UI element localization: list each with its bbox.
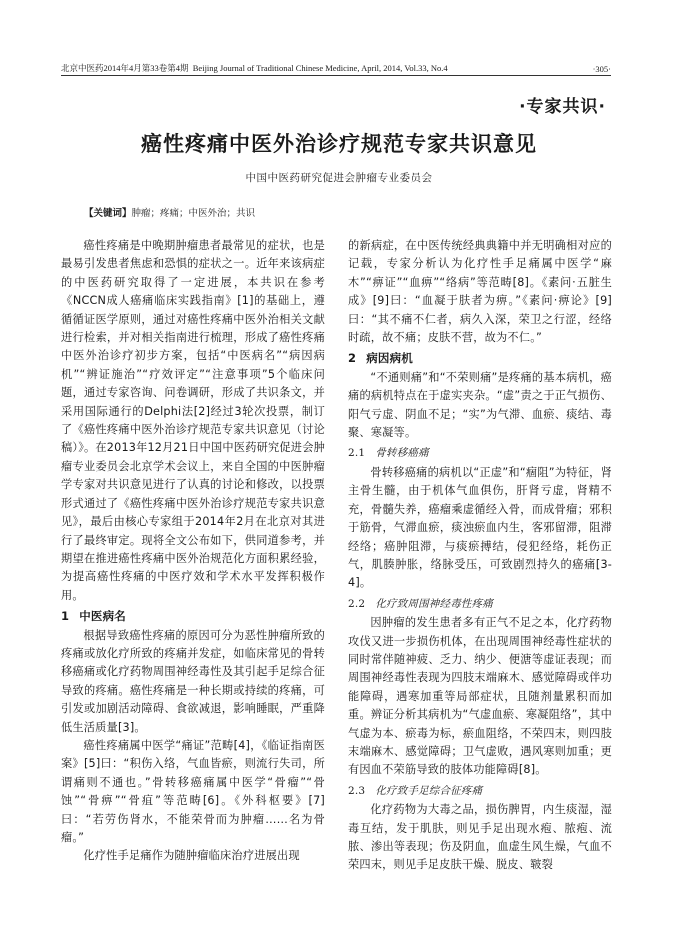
section-number: 1 [61,609,70,624]
section-title: 病因病机 [366,351,414,366]
subsection-number: 2.1 [348,447,366,460]
paragraph: 化疗药物为大毒之品，损伤脾胃，内生痰湿，湿毒互结，发于肌肤，则见手足出现水疱、脓疱、流脓、渗出等表现；伤及阴血，血虚生风生燥，气血不荣四末，则见手足皮肤干燥、脱皮、皲裂 [348,803,612,872]
subsection-number: 2.2 [348,597,366,610]
page-number: ·305· [592,64,611,74]
paragraph: “不通则痛”和“不荣则痛”是疼痛的基本病机，癌痛的病机特点在于虚实夹杂。“虚”责之于正气损伤、阳气亏虚、阴血不足；“实”为气滞、血瘀、痰结、毒聚、寒凝等。 [348,370,612,440]
subsection-heading [348,444,612,462]
running-head [61,62,611,74]
subsection-number: 2.3 [348,784,366,797]
paragraph: 癌性疼痛是中晚期肿瘤患者最常见的症状，也是最易引发患者焦虑和恐惧的症状之一。近年来该病症的中医药研究取得了一定进展，本共识在参考《NCCN成人癌痛临床实践指南》[1]的基础上，遵循循证医学原则，通过对癌性疼痛中医外治相关文献进行检索，并对相关指南进行梳理，形成了癌性疼痛中医外治诊疗初步方案，包括“中医病名”“病因病机”“辨证施治”“疗效评定”“注意事项”5个临床问题，通过专家咨询、问卷调研，形成了共识条文，并采用国际通行的Delphi法[2]经过3轮次投票，制订了《癌性疼痛中医外治诊疗规范专家共识意见（讨论稿）》。在2013年12月21日中国中医药研究促进会肿瘤专业委员会北京学术会议上，来自全国的中医肿瘤学专家对共识意见进行了认真的讨论和修改，以投票形式通过了《癌性疼痛中医外治诊疗规范专家共识意见》，最后由核心专家组于2014年2月在北京对其进行了最终审定。现将全文公布如下，供同道参考，并期望在推进癌性疼痛中医外治规范化方面积累经验，为提高癌性疼痛的中医疗效和学术水平发挥积极作用。 [61,239,325,602]
section-number: 2 [348,351,357,366]
paragraph: 因肿瘤的发生患者多有正气不足之本，化疗药物攻伐又进一步损伤机体，在出现周围神经毒性症状的同时常伴随神疲、乏力、纳少、便溏等虚证表现；而周围神经毒性表现为四肢末端麻木、感觉障碍或伴功能障碍，遇寒加重等局部症状，且随剂量累积而加重。辨证分析其病机为“气虚血瘀、寒凝阻络”，其中气虚为本、瘀毒为标，瘀血阻络，不荣四末，则四肢末端麻木、感觉障碍；卫气虚败，遇风寒则加重；更有因血不荣筋导致的肢体功能障碍[8]。 [348,616,612,777]
subsection-title: 骨转移癌痛 [375,447,429,460]
paragraph: 根据导致癌性疼痛的原因可分为恶性肿瘤所致的疼痛或放化疗所致的疼痛并发症，如临床常见的骨转移癌痛或化疗药物周围神经毒性及其引起手足综合征导致的疼痛。癌性疼痛是一种长期或持续的疼痛，可引发或加剧活动障碍、食欲减退，影响睡眠，严重降低生活质量[3]。 [61,628,325,734]
running-head-journal [61,62,448,74]
paragraph: 癌性疼痛属中医学“痛证”范畴[4]，《临证指南医案》[5]曰：“积伤入络，气血皆瘀，则流行失司，所谓痛则不通也。”骨转移癌痛属中医学“骨瘤”“骨蚀”“骨痹”“骨疽”等范畴[6]。《外科枢要》[7]曰：“若劳伤肾水，不能荣骨而为肿瘤……名为骨瘤。” [61,738,325,844]
section-tag: ·专家共识· [519,97,606,117]
subsection-title: 化疗致周围神经毒性疼痛 [375,597,494,610]
section-heading [61,607,325,625]
article-title: 癌性疼痛中医外治诊疗规范专家共识意见 [141,132,537,156]
paragraph: 骨转移癌痛的病机以“正虚”和“痼阻”为特征，肾主骨生髓，由于机体气血俱伤，肝肾亏虚，肾精不充，骨髓失养，癌瘤乘虚循经入骨，而成骨瘤；邪积于筋骨，气滞血瘀，痰浊瘀血内生，客邪留滞，阻滞经络；癌肿阻滞，与痰瘀搏结，侵犯经络，耗伤正气，肌腠肿胀，络脉受压，可致剧烈持久的癌痛[3-4]。 [348,465,612,590]
header-rule [61,75,611,76]
left-column [61,237,325,866]
subsection-heading [348,782,612,800]
paragraph: 的新病症，在中医传统经典典籍中并无明确相对应的记载，专家分析认为化疗性手足痛属中医学“麻木”“痹证”“血痹”“络病”等范畴[8]。《素问·五脏生成》[9]曰：“血凝于肤者为痹。”《素问·痹论》[9]曰：“其不痛不仁者，病久入深，荣卫之行涩，经络时疏，故不痛；皮肤不营，故为不仁。” [348,239,612,345]
article-authors: 中国中医药研究促进会肿瘤专业委员会 [245,172,433,184]
section-title: 中医病名 [79,609,127,624]
journal-name-en: Beijing Journal of Traditional Chinese Medicine, April, 2014, Vol.33, No.4 [192,63,448,73]
keywords-text: 肿瘤；疼痛；中医外治；共识 [131,208,256,219]
journal-name-cn: 北京中医药2014年4月第33卷第4期 [61,63,189,73]
keywords-label: 【关键词】 [84,208,132,219]
right-column [348,237,612,875]
subsection-heading [348,595,612,613]
subsection-title: 化疗致手足综合征疼痛 [375,784,483,797]
keywords [84,205,255,219]
paragraph: 化疗性手足痛作为随肿瘤临床治疗进展出现 [83,849,300,863]
section-heading [348,349,612,367]
